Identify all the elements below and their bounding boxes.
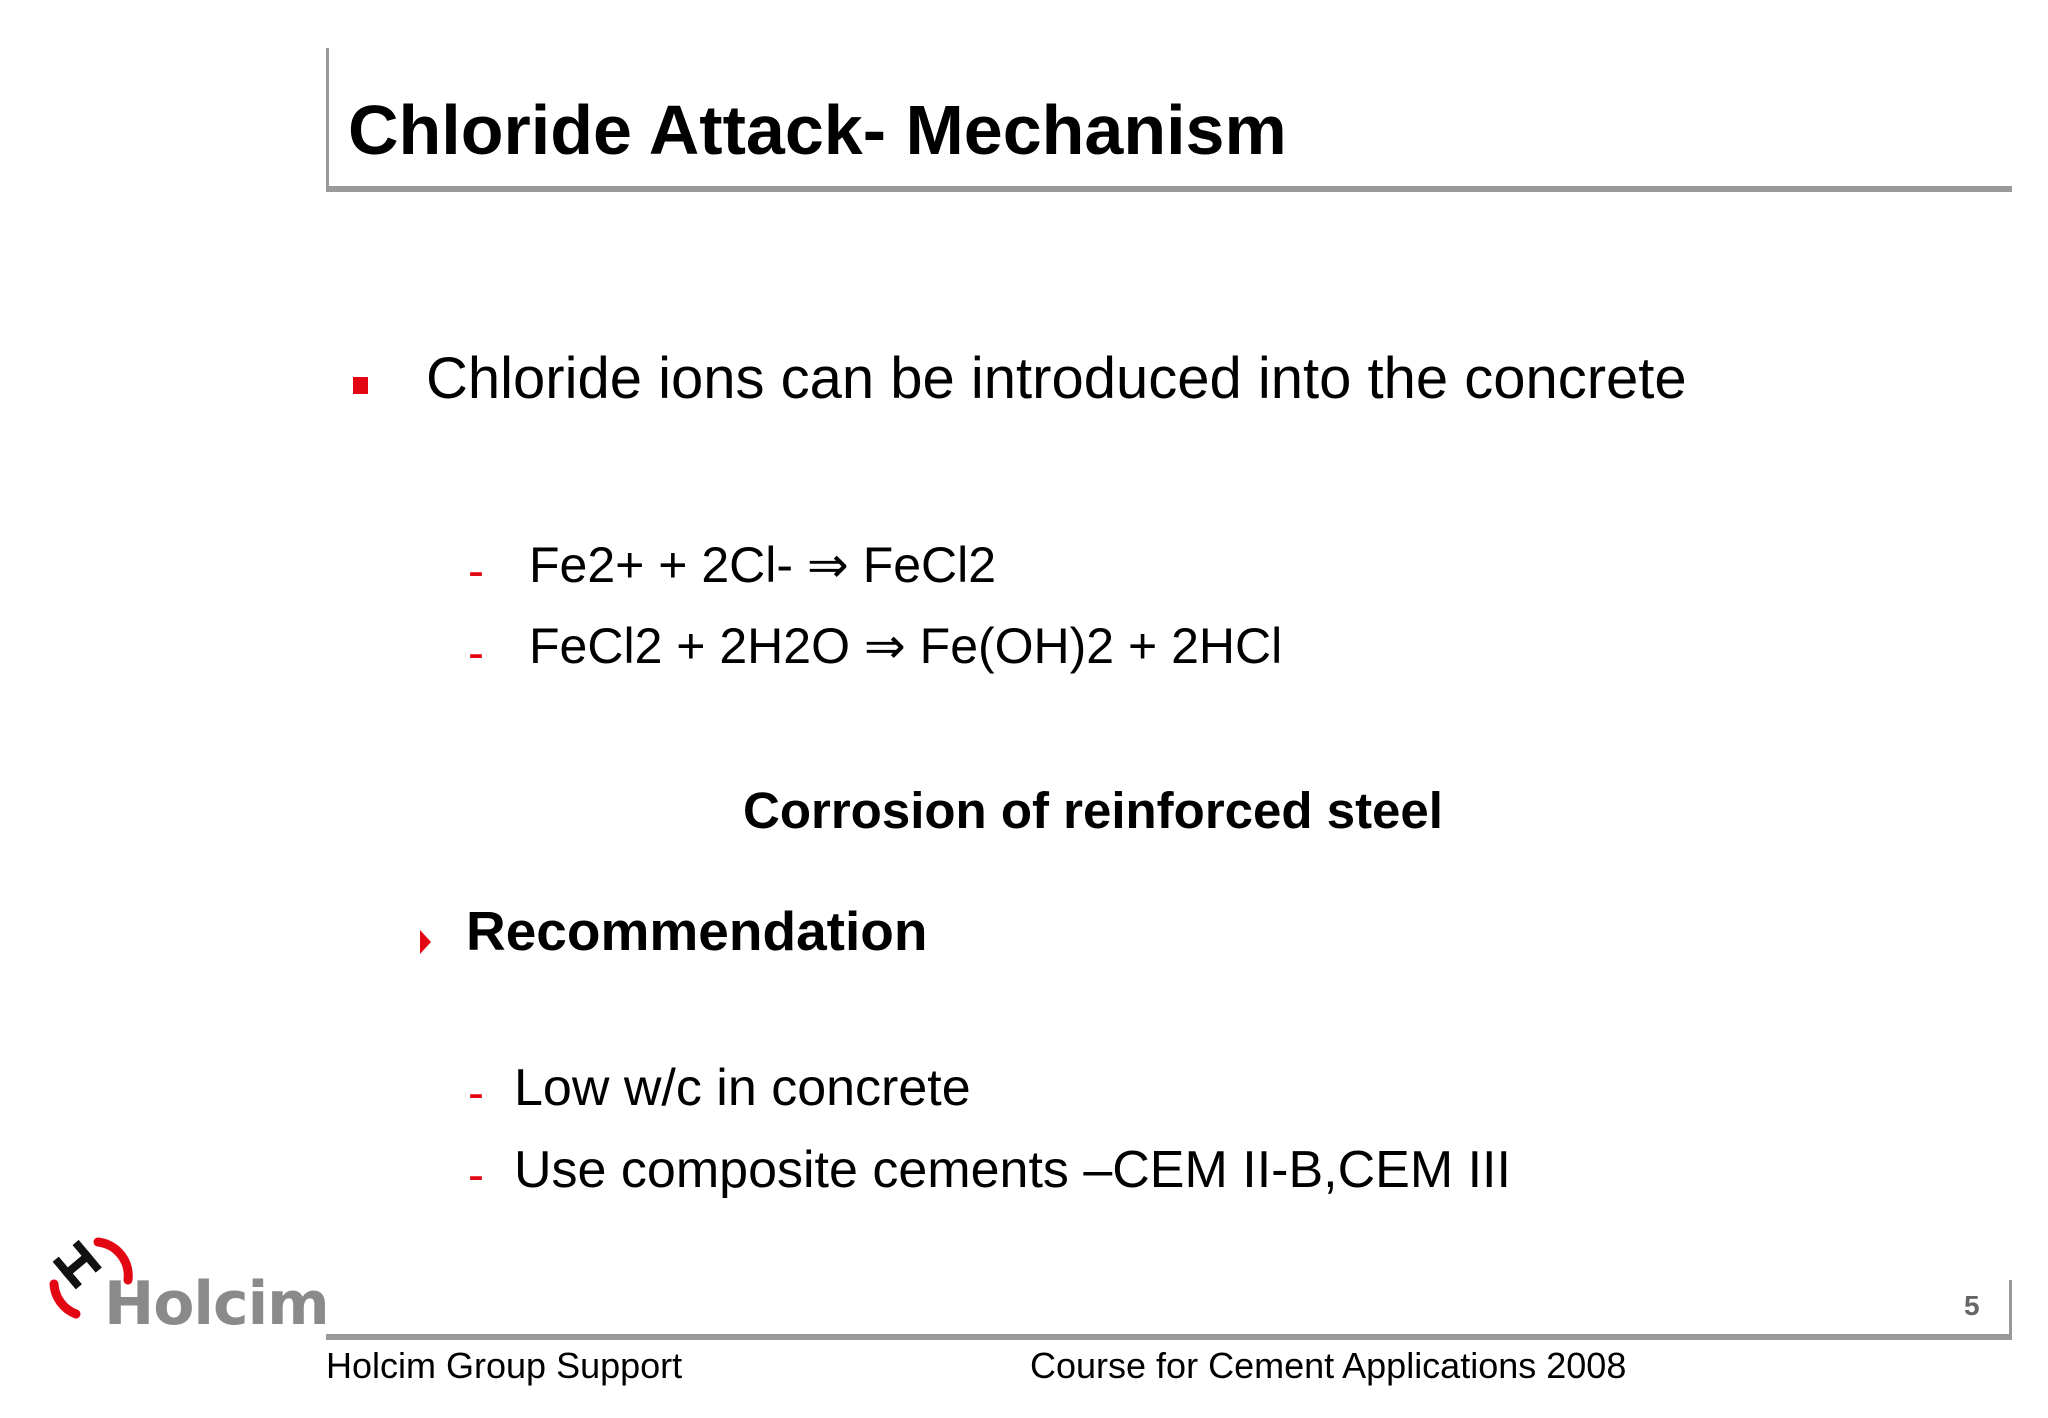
triangle-bullet-icon: [420, 930, 431, 954]
recommendation-item-2: Use composite cements –CEM II-B,CEM III: [514, 1141, 1511, 1199]
equation-1: Fe2+ + 2Cl- ⇒ FeCl2: [529, 537, 997, 593]
main-bullet-text: Chloride ions can be introduced into the concrete: [426, 346, 1687, 411]
holcim-logo: [44, 1232, 329, 1342]
footer-frame: [326, 1280, 2012, 1340]
corrosion-subheading: Corrosion of reinforced steel: [743, 782, 1443, 839]
recommendation-heading: Recommendation: [466, 900, 928, 962]
footer-left-text: Holcim Group Support: [326, 1345, 683, 1386]
slide-title: Chloride Attack- Mechanism: [348, 91, 1287, 169]
square-bullet-icon: [353, 377, 368, 394]
dash-bullet-icon: -: [468, 1067, 484, 1120]
dash-bullet-icon: -: [468, 1149, 484, 1202]
footer-right-text: Course for Cement Applications 2008: [1030, 1345, 1627, 1386]
logo-wordmark: Holcim: [104, 1269, 329, 1339]
dash-bullet-icon: -: [468, 545, 484, 598]
page-number: 5: [1964, 1290, 1980, 1321]
equation-2: FeCl2 + 2H2O ⇒ Fe(OH)2 + 2HCl: [529, 618, 1283, 674]
dash-bullet-icon: -: [468, 627, 484, 680]
recommendation-item-1: Low w/c in concrete: [514, 1059, 971, 1117]
